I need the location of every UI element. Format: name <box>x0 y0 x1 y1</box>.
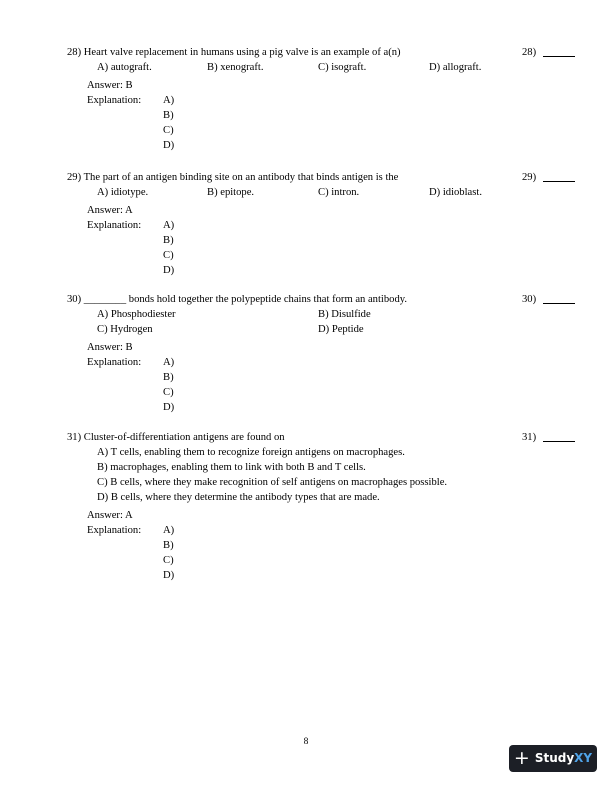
explanation-label: Explanation: <box>87 95 142 106</box>
explanation-label: Explanation: <box>87 525 142 536</box>
choice-b: B) macrophages, enabling them to link with both B and T cells. <box>97 462 366 473</box>
explanation-letter-a: A) <box>163 95 175 106</box>
choices <box>97 307 587 337</box>
question-29 <box>67 170 587 278</box>
choice-b: B) epitope. <box>207 187 255 198</box>
question-28 <box>67 45 587 153</box>
explanation-letter-c: C) <box>163 125 174 136</box>
studyxy-logo <box>509 745 597 772</box>
question-text: 28) Heart valve replacement in humans using a pig valve is an example of a(n) <box>67 47 401 58</box>
explanation-label: Explanation: <box>87 220 142 231</box>
explanation-letter-a: A) <box>163 357 175 368</box>
choice-a: A) idiotype. <box>97 187 149 198</box>
explanation-letter-d: D) <box>163 265 175 276</box>
choice-d: D) B cells, where they determine the antibody types that are made. <box>97 492 380 503</box>
page-number: 8 <box>303 737 309 747</box>
question-text: 29) The part of an antigen binding site on an antibody that binds antigen is the <box>67 172 399 183</box>
logo-text-suffix: XY <box>574 751 593 765</box>
question-number: 29) <box>522 172 537 183</box>
question-number: 30) <box>522 294 537 305</box>
choice-b: B) xenograft. <box>207 62 264 73</box>
answer: Answer: B <box>87 342 133 353</box>
choice-a: A) Phosphodiester <box>97 309 176 320</box>
answer-blank <box>543 303 575 304</box>
plus-icon: + <box>513 747 530 769</box>
explanation-letter-b: B) <box>163 540 174 551</box>
explanation-letter-d: D) <box>163 140 175 151</box>
answer: Answer: B <box>87 80 133 91</box>
explanation-letter-c: C) <box>163 387 174 398</box>
explanation <box>87 218 587 278</box>
explanation-label: Explanation: <box>87 357 142 368</box>
logo-text <box>535 751 592 766</box>
question-text: 30) ________ bonds hold together the polypeptide chains that form an antibody. <box>67 294 408 305</box>
choice-d: D) allograft. <box>429 62 482 73</box>
explanation-letter-b: B) <box>163 235 174 246</box>
choice-c: C) isograft. <box>318 62 367 73</box>
choices <box>97 60 587 75</box>
explanation-letter-c: C) <box>163 555 174 566</box>
choices <box>97 185 587 200</box>
question-31 <box>67 430 587 583</box>
explanation <box>87 355 587 415</box>
question-30 <box>67 292 587 415</box>
question-text: 31) Cluster-of-differentiation antigens are found on <box>67 432 285 443</box>
explanation-letter-c: C) <box>163 250 174 261</box>
explanation <box>87 93 587 153</box>
choice-d: D) idioblast. <box>429 187 482 198</box>
question-number: 28) <box>522 47 537 58</box>
explanation-letter-a: A) <box>163 220 175 231</box>
question-number: 31) <box>522 432 537 443</box>
answer-blank <box>543 56 575 57</box>
choices <box>97 445 587 505</box>
answer: Answer: A <box>87 205 133 216</box>
choice-d: D) Peptide <box>318 324 364 335</box>
answer-blank <box>543 181 575 182</box>
choice-b: B) Disulfide <box>318 309 371 320</box>
explanation-letter-b: B) <box>163 110 174 121</box>
logo-text-prefix: Study <box>534 751 575 765</box>
explanation-letter-b: B) <box>163 372 174 383</box>
choice-c: C) B cells, where they make recognition of self antigens on macrophages possible. <box>97 477 448 488</box>
explanation-letter-a: A) <box>163 525 175 536</box>
choice-a: A) T cells, enabling them to recognize foreign antigens on macrophages. <box>97 447 405 458</box>
choice-c: C) Hydrogen <box>97 324 153 335</box>
explanation-letter-d: D) <box>163 570 175 581</box>
choice-a: A) autograft. <box>97 62 152 73</box>
answer: Answer: A <box>87 510 133 521</box>
choice-c: C) intron. <box>318 187 360 198</box>
answer-blank <box>543 441 575 442</box>
explanation-letter-d: D) <box>163 402 175 413</box>
explanation <box>87 523 587 583</box>
